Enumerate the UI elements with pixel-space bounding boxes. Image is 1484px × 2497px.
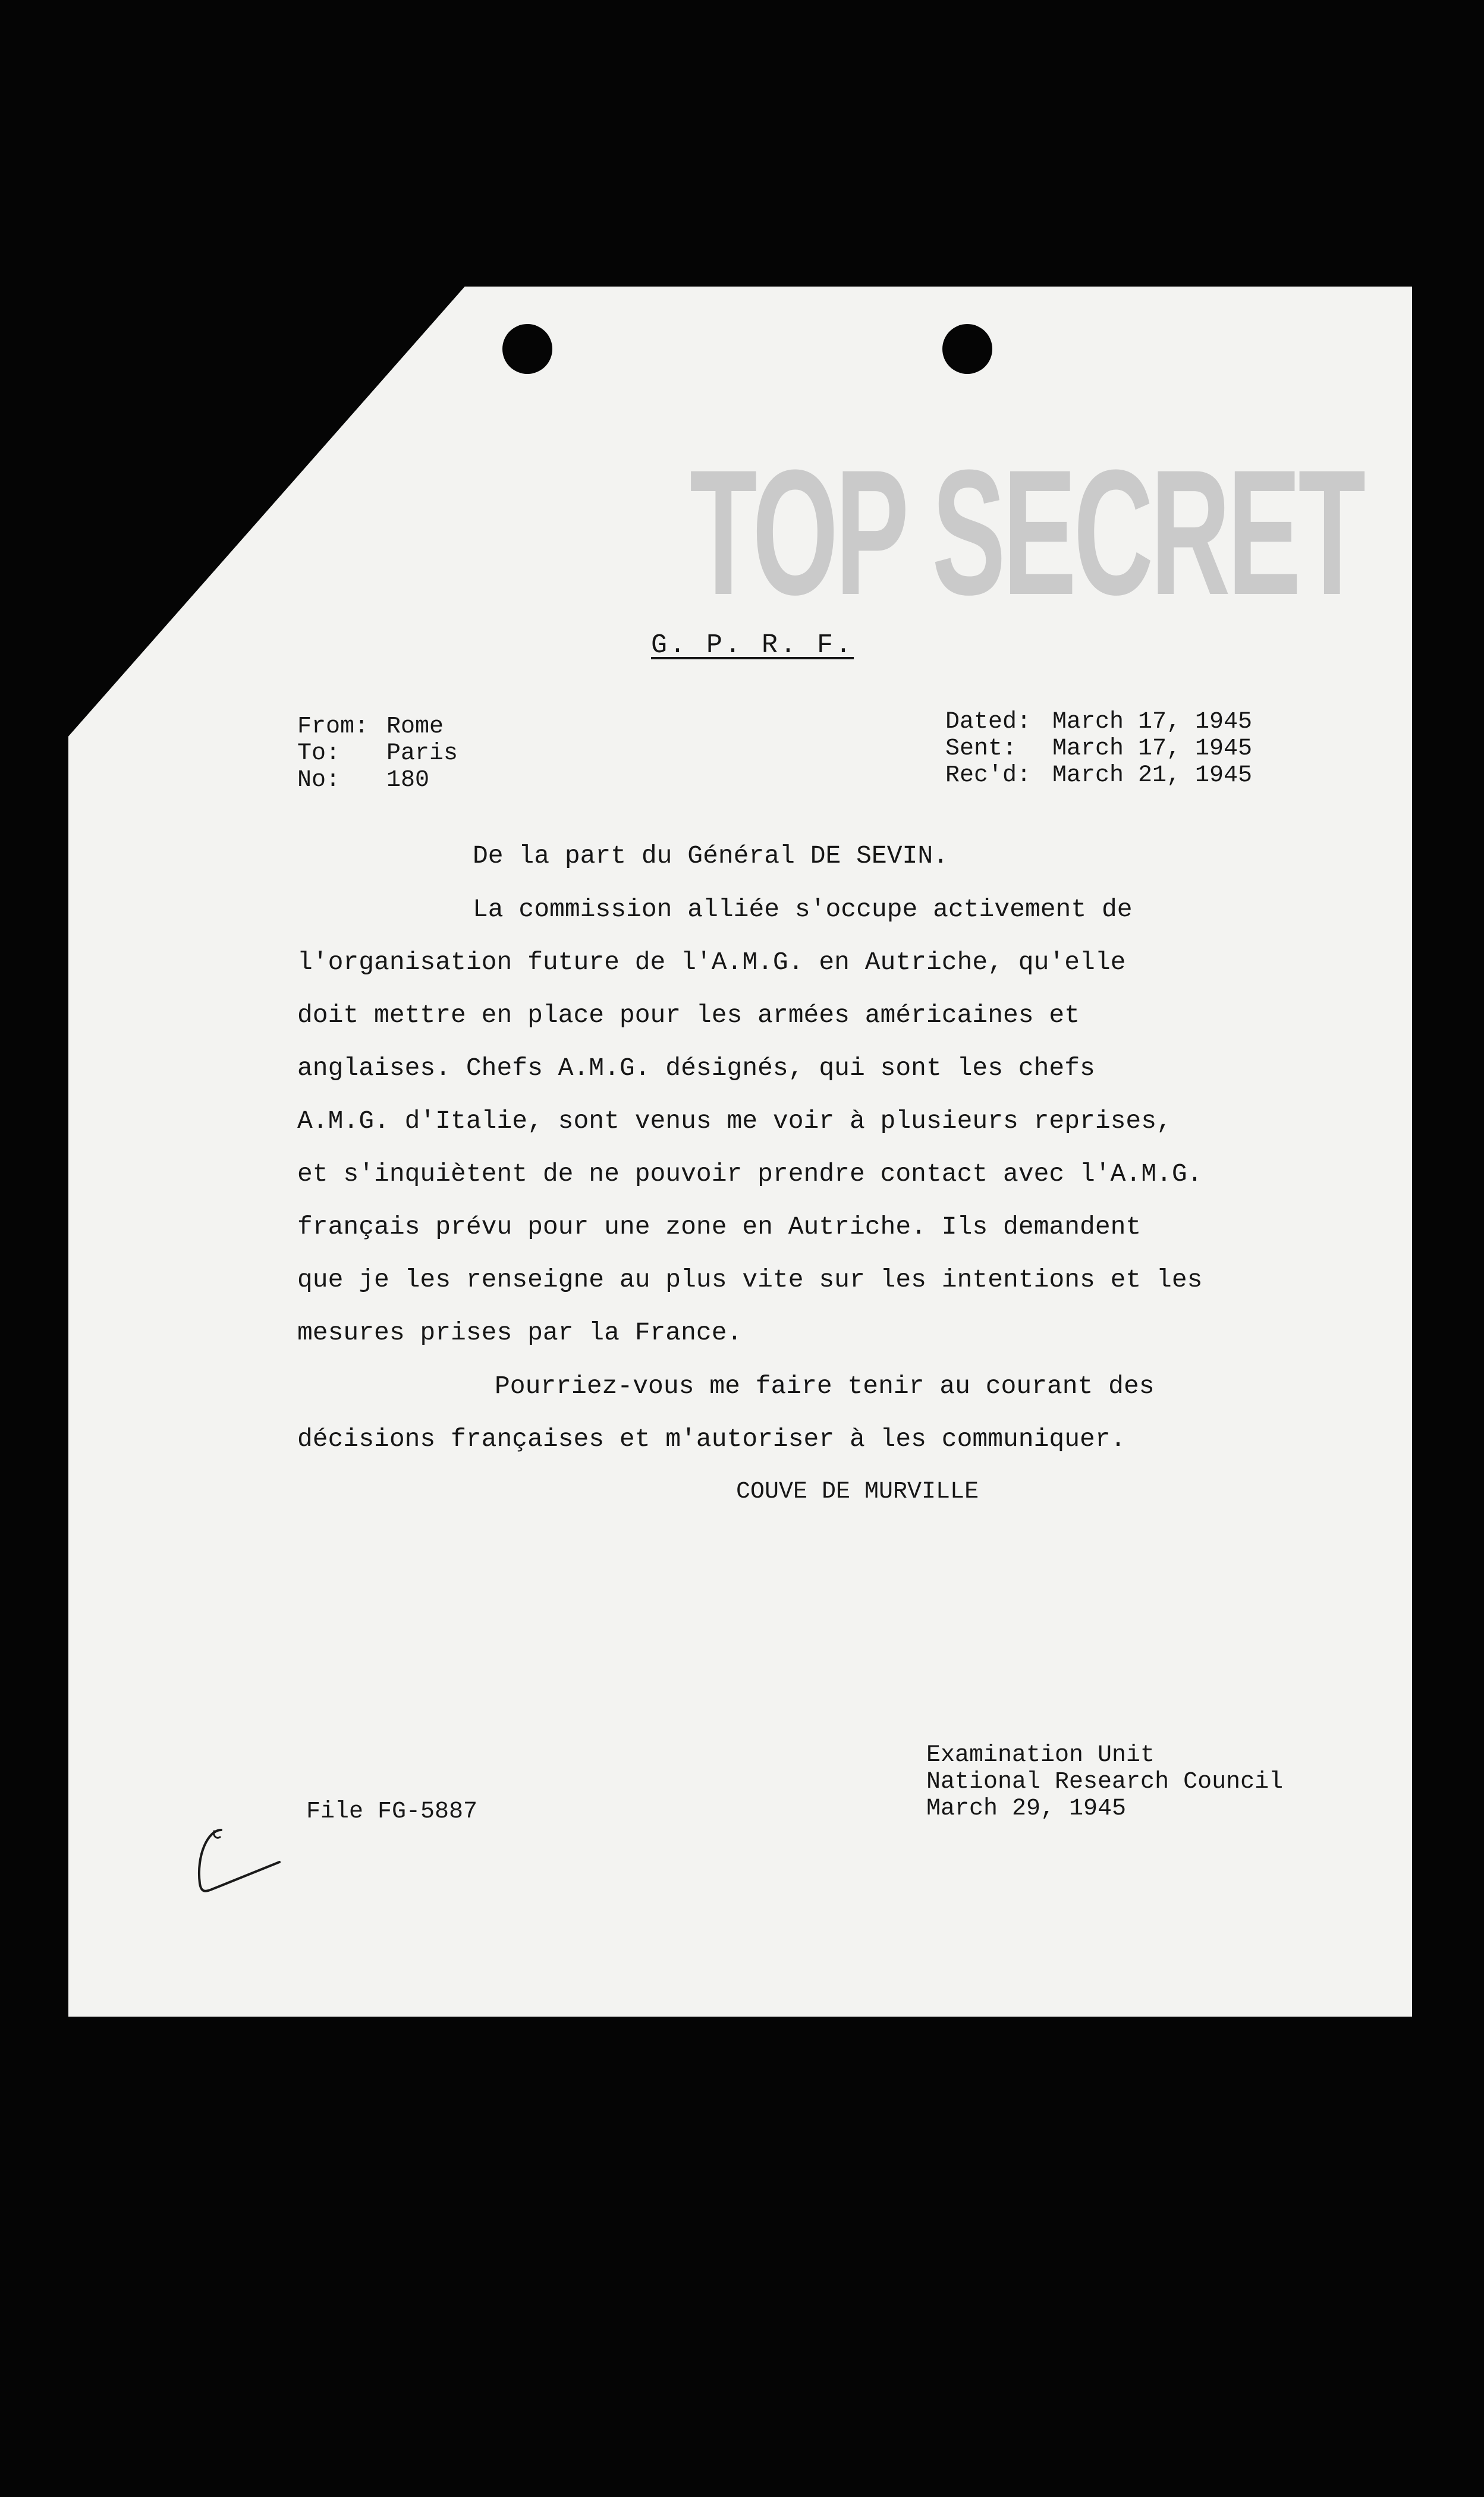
body-line: anglaises. Chefs A.M.G. désignés, qui sont les chefs [297, 1053, 1095, 1083]
top-secret-stamp: TOP SECRET [690, 432, 1363, 632]
body-line: français prévu pour une zone en Autriche. Ils demandent [297, 1212, 1142, 1241]
punch-hole [502, 324, 552, 374]
dated-value: March 17, 1945 [1052, 709, 1253, 735]
dates-block [945, 709, 1252, 789]
body-line: mesures prises par la France. [297, 1318, 743, 1347]
number-row [297, 767, 458, 794]
sent-label: Sent: [945, 735, 1017, 762]
body-line: que je les renseigne au plus vite sur les intentions et les [297, 1265, 1203, 1294]
received-row [945, 762, 1252, 789]
handwritten-mark [190, 1825, 297, 1902]
to-row [297, 740, 458, 767]
body-line: décisions françaises et m'autoriser à les communiquer. [297, 1424, 1126, 1454]
to-label: To: [297, 740, 341, 767]
number-value: 180 [386, 767, 430, 794]
sent-row [945, 735, 1252, 762]
footer-date: March 29, 1945 [926, 1795, 1127, 1822]
from-value: Rome [386, 713, 444, 740]
received-label: Rec'd: [945, 762, 1032, 789]
council-line: National Research Council [926, 1769, 1284, 1795]
file-number: File FG-5887 [306, 1798, 478, 1825]
body-line: De la part du Général DE SEVIN. [473, 841, 948, 870]
punch-hole [942, 324, 992, 374]
unit-line: Examination Unit [926, 1742, 1155, 1769]
body-line: A.M.G. d'Italie, sont venus me voir à plusieurs reprises, [297, 1106, 1172, 1136]
signature: COUVE DE MURVILLE [736, 1479, 979, 1505]
sent-value: March 17, 1945 [1052, 735, 1253, 762]
to-value: Paris [386, 740, 458, 767]
from-row [297, 713, 458, 740]
number-label: No: [297, 767, 341, 794]
body-line: l'organisation future de l'A.M.G. en Autriche, qu'elle [297, 948, 1126, 977]
from-label: From: [297, 713, 369, 740]
body-line: La commission alliée s'occupe activement de [473, 895, 1133, 924]
routing-block [297, 713, 458, 794]
body-line: et s'inquiètent de ne pouvoir prendre contact avec l'A.M.G. [297, 1159, 1203, 1188]
body-line: Pourriez-vous me faire tenir au courant des [495, 1372, 1155, 1401]
agency-header: G. P. R. F. [651, 630, 854, 661]
body-line: doit mettre en place pour les armées américaines et [297, 1001, 1080, 1030]
dated-row [945, 709, 1252, 735]
dated-label: Dated: [945, 709, 1032, 735]
received-value: March 21, 1945 [1052, 762, 1253, 789]
examination-unit-block [926, 1742, 1283, 1822]
